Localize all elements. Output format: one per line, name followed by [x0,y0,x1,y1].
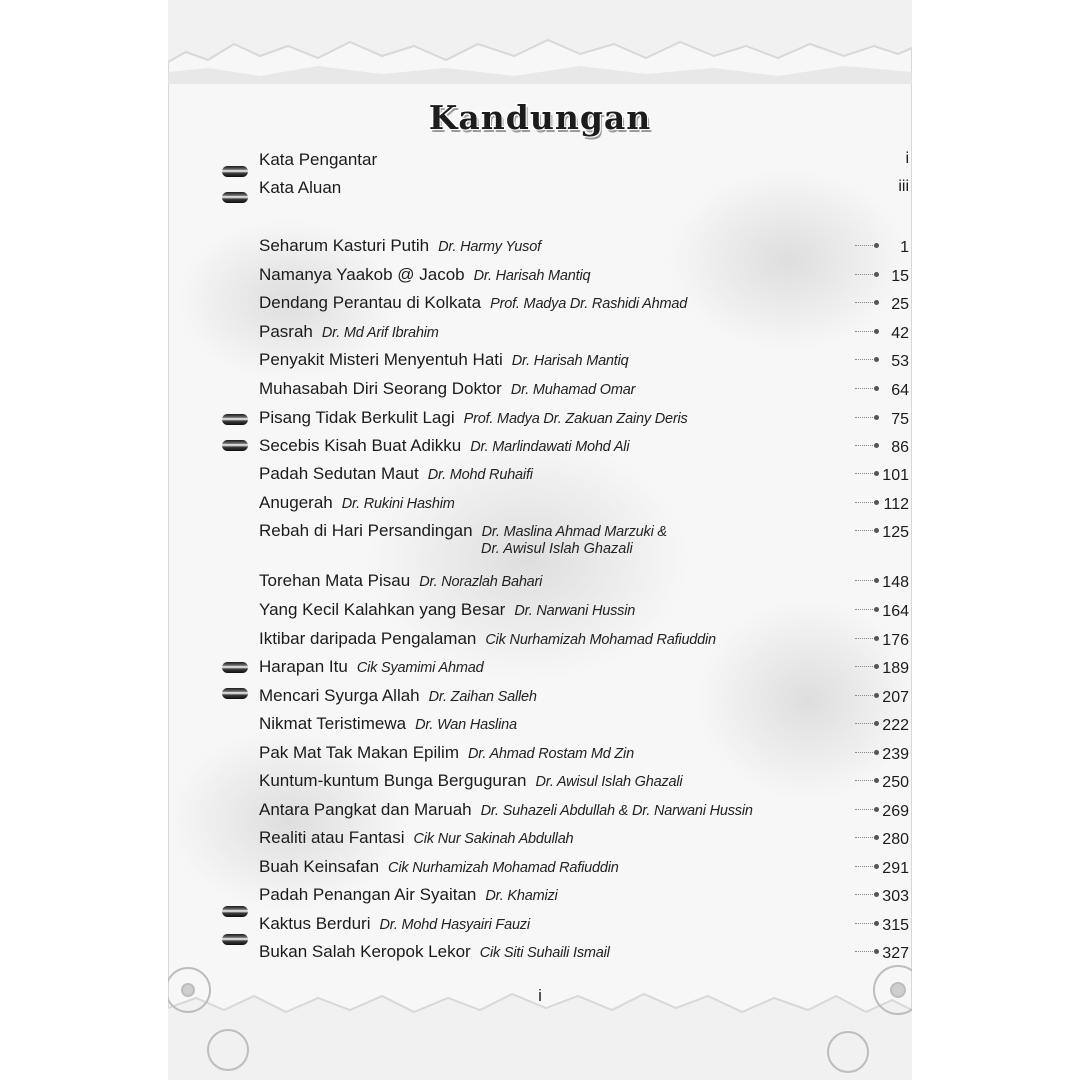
story-author: Dr. Muhamad Omar [510,382,636,398]
toc-entry [259,800,909,828]
book-page [168,0,912,1080]
story-author: Dr. Awisul Islah Ghazali [535,774,683,790]
story-title: Kaktus Berduri [259,914,371,933]
story-title: Torehan Mata Pisau [259,571,411,590]
binder-ring-icon [222,688,248,699]
page-number: 53 [891,353,909,370]
story-author: Dr. Mohd Hasyairi Fauzi [379,917,530,933]
toc-entry [259,914,909,942]
page-number: 327 [882,945,909,962]
toc-entry [259,771,909,799]
story-author: Dr. Norazlah Bahari [419,574,543,590]
toc-entry [259,521,909,557]
story-title: Pisang Tidak Berkulit Lagi [259,408,455,427]
toc-entry [259,657,909,685]
story-title: Kuntum-kuntum Bunga Berguguran [259,771,527,790]
page-number: 250 [882,774,909,791]
story-title: Dendang Perantau di Kolkata [259,293,482,312]
story-author: Dr. Harisah Mantiq [473,268,591,284]
toc-entry [259,464,909,492]
front-matter-item [259,178,909,206]
binder-ring-icon [222,934,248,945]
story-title: Anugerah [259,493,333,512]
page-number: 239 [882,746,909,763]
story-title: Iktibar daripada Pengalaman [259,629,477,648]
toc-entry [259,322,909,350]
story-author: Prof. Madya Dr. Rashidi Ahmad [490,296,688,312]
page-number: 291 [882,860,909,877]
story-title: Harapan Itu [259,657,348,676]
story-author: Dr. Narwani Hussin [514,603,636,619]
story-author: Dr. Md Arif Ibrahim [321,325,439,341]
page-number: 112 [883,496,909,513]
story-title: Pasrah [259,322,313,341]
toc-entry [259,942,909,970]
page-number: 222 [882,717,909,734]
item-title: Kata Aluan [259,178,342,197]
page-number: 25 [891,296,909,313]
story-title: Mencari Syurga Allah [259,686,420,705]
toc-entry [259,571,909,599]
toc-entry [259,408,909,436]
story-author: Dr. Zaihan Salleh [428,689,537,705]
story-author: Dr. Maslina Ahmad Marzuki & [481,524,667,540]
binder-ring-icon [222,662,248,673]
story-author: Cik Nurhamizah Mohamad Rafiuddin [388,860,619,876]
page-number: iii [898,178,909,195]
story-author: Dr. Mohd Ruhaifi [427,467,533,483]
page-number: i [905,150,909,167]
page-number: 86 [891,439,909,456]
page-number: 64 [891,382,909,399]
story-author: Cik Siti Suhaili Ismail [479,945,610,961]
page-title: Kandungan [428,98,652,137]
story-title: Rebah di Hari Persandingan [259,521,473,540]
toc-entry [259,350,909,378]
front-matter-item [259,150,909,178]
binder-ring-icon [222,166,248,177]
page-number: 164 [882,603,909,620]
toc-entry [259,629,909,657]
story-author-second-line: Dr. Awisul Islah Ghazali [481,541,633,557]
toc-entry [259,379,909,407]
story-title: Bukan Salah Keropok Lekor [259,942,471,961]
page-number: 101 [882,467,909,484]
page-number: 280 [882,831,909,848]
story-author: Cik Nur Sakinah Abdullah [413,831,574,847]
page-number: 15 [891,268,909,285]
story-author: Dr. Harmy Yusof [438,239,541,255]
toc-entry [259,828,909,856]
toc-entry [259,743,909,771]
page-number: 148 [882,574,909,591]
toc-entry [259,493,909,521]
story-title: Nikmat Teristimewa [259,714,407,733]
story-title: Yang Kecil Kalahkan yang Besar [259,600,506,619]
story-author: Dr. Wan Haslina [415,717,517,733]
story-title: Muhasabah Diri Seorang Doktor [259,379,502,398]
folio-number: i [538,986,542,1005]
story-author: Dr. Rukini Hashim [341,496,455,512]
page-number: 189 [882,660,909,677]
toc-entry [259,236,909,264]
binder-ring-icon [222,192,248,203]
story-title: Secebis Kisah Buat Adikku [259,436,462,455]
toc-entry [259,265,909,293]
page-number: 303 [882,888,909,905]
toc-entry [259,714,909,742]
story-author: Dr. Khamizi [485,888,558,904]
page-number: 125 [882,524,909,541]
toc-entry [259,293,909,321]
binder-ring-icon [222,906,248,917]
page-number: 207 [882,689,909,706]
story-title: Padah Sedutan Maut [259,464,419,483]
story-author: Prof. Madya Dr. Zakuan Zainy Deris [463,411,688,427]
story-title: Realiti atau Fantasi [259,828,405,847]
story-title: Namanya Yaakob @ Jacob [259,265,465,284]
page-number: 42 [891,325,909,342]
story-author: Dr. Harisah Mantiq [511,353,629,369]
story-title: Antara Pangkat dan Maruah [259,800,472,819]
page-number: 1 [900,239,909,256]
toc-entry [259,885,909,913]
story-author: Cik Nurhamizah Mohamad Rafiuddin [485,632,716,648]
toc-entry [259,600,909,628]
story-author: Dr. Marlindawati Mohd Ali [470,439,630,455]
binder-ring-icon [222,414,248,425]
binder-ring-icon [222,440,248,451]
toc-entry [259,686,909,714]
toc-entry [259,436,909,464]
story-title: Penyakit Misteri Menyentuh Hati [259,350,503,369]
toc-entry [259,857,909,885]
story-author: Dr. Ahmad Rostam Md Zin [467,746,634,762]
story-title: Padah Penangan Air Syaitan [259,885,477,904]
page-number: 269 [882,803,909,820]
page-number: 315 [882,917,909,934]
story-title: Pak Mat Tak Makan Epilim [259,743,459,762]
story-title: Seharum Kasturi Putih [259,236,430,255]
story-title: Buah Keinsafan [259,857,380,876]
item-title: Kata Pengantar [259,150,378,169]
story-author: Cik Syamimi Ahmad [356,660,484,676]
story-author: Dr. Suhazeli Abdullah & Dr. Narwani Hussin [480,803,753,819]
page-number: 176 [882,632,909,649]
page-number: 75 [891,411,909,428]
